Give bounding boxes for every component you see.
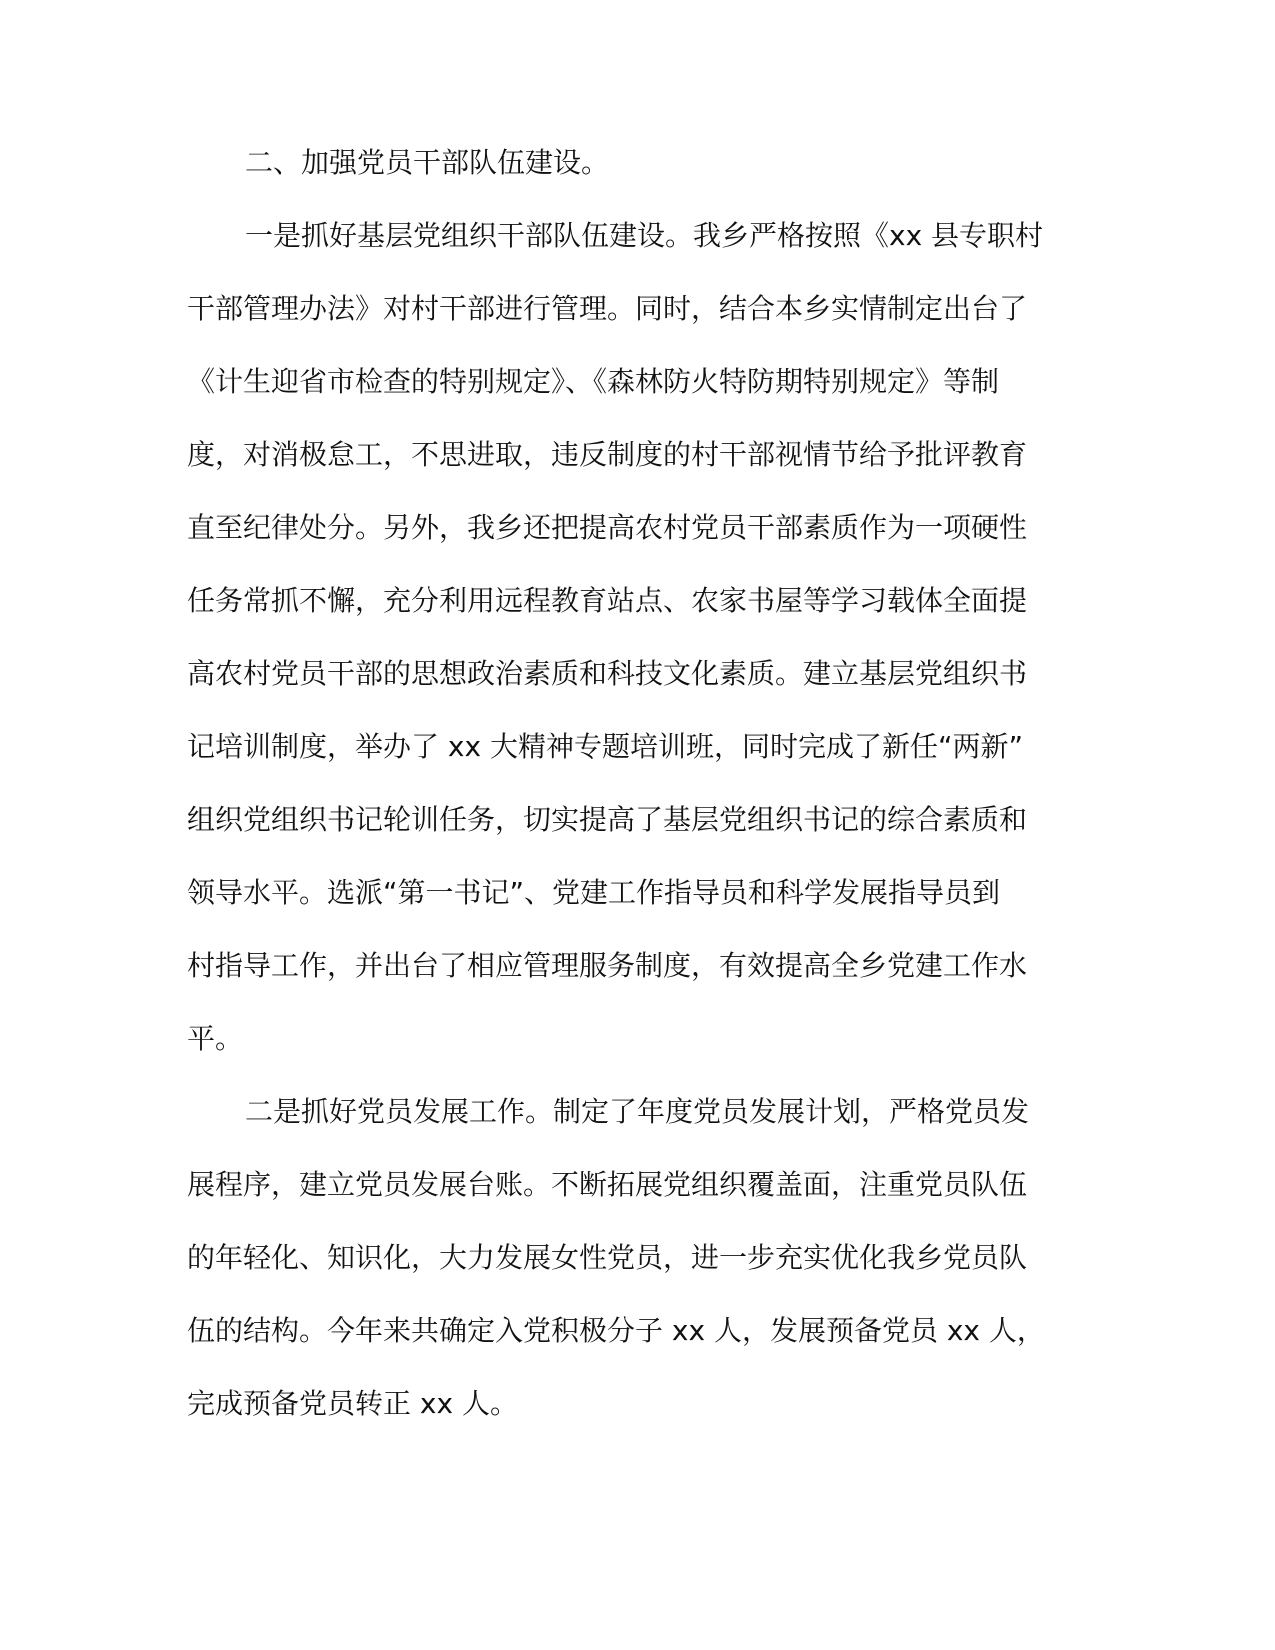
paragraph-1-line-12: 平。	[187, 1022, 244, 1055]
paragraph-2-line-2: 展程序，建立党员发展台账。不断拓展党组织覆盖面，注重党员队伍	[187, 1168, 1028, 1201]
paragraph-1-line-9: 组织党组织书记轮训任务，切实提高了基层党组织书记的综合素质和	[187, 803, 1028, 836]
paragraph-1-line-2: 干部管理办法》对村干部进行管理。同时，结合本乡实情制定出台了	[187, 292, 1028, 325]
paragraph-1-line-4: 度，对消极怠工，不思进取，违反制度的村干部视情节给予批评教育	[187, 438, 1028, 471]
paragraph-1-line-11: 村指导工作，并出台了相应管理服务制度，有效提高全乡党建工作水	[187, 949, 1028, 982]
paragraph-1-line-7: 高农村党员干部的思想政治素质和科技文化素质。建立基层党组织书	[187, 657, 1028, 690]
paragraph-1-line-1: 一是抓好基层党组织干部队伍建设。我乡严格按照《xx 县专职村	[245, 219, 1044, 252]
paragraph-1-line-10: 领导水平。选派“第一书记”、党建工作指导员和科学发展指导员到	[187, 876, 1001, 909]
paragraph-1-line-3: 《计生迎省市检查的特别规定》、《森林防火特防期特别规定》等制	[187, 365, 1000, 398]
paragraph-1-line-5: 直至纪律处分。另外，我乡还把提高农村党员干部素质作为一项硬性	[187, 511, 1028, 544]
paragraph-2-line-3: 的年轻化、知识化，大力发展女性党员，进一步充实优化我乡党员队	[187, 1241, 1028, 1274]
section-heading: 二、加强党员干部队伍建设。	[245, 146, 610, 179]
paragraph-1-line-8: 记培训制度，举办了 xx 大精神专题培训班，同时完成了新任“两新”	[187, 730, 1023, 763]
paragraph-1-line-6: 任务常抓不懈，充分利用远程教育站点、农家书屋等学习载体全面提	[187, 584, 1028, 617]
paragraph-2-line-4: 伍的结构。今年来共确定入党积极分子 xx 人，发展预备党员 xx 人，	[187, 1314, 1045, 1347]
paragraph-2-line-5: 完成预备党员转正 xx 人。	[187, 1387, 518, 1420]
paragraph-2-line-1: 二是抓好党员发展工作。制定了年度党员发展计划，严格党员发	[245, 1095, 1030, 1128]
